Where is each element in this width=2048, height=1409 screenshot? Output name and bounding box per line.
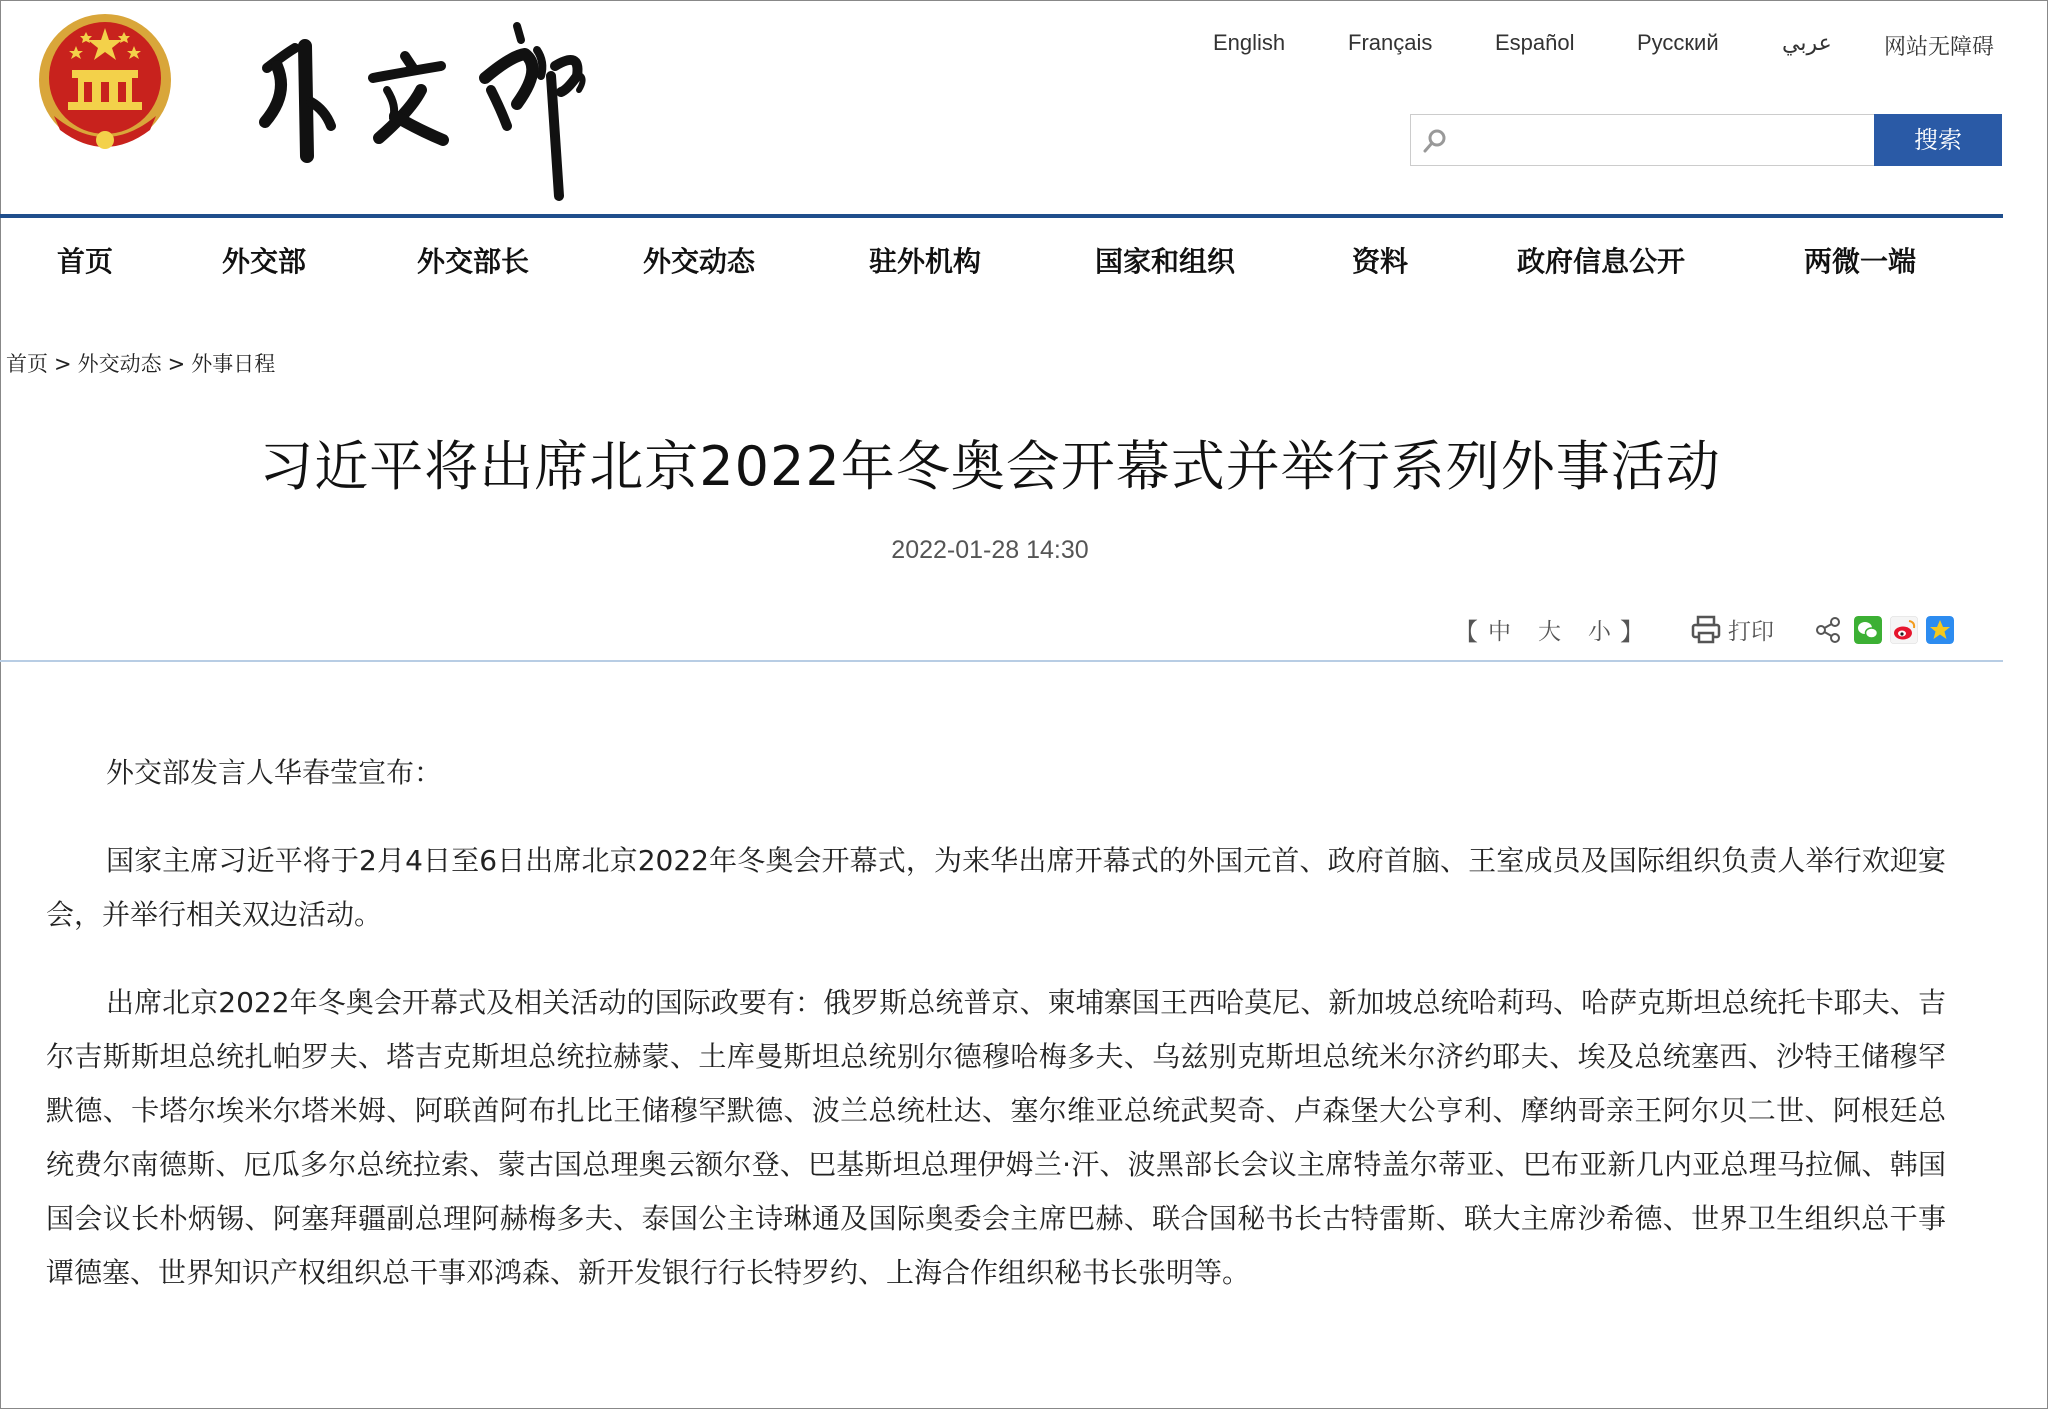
search-box — [1410, 114, 1874, 166]
calligraphy-logo[interactable] — [255, 6, 635, 206]
breadcrumb-diplomatic-news[interactable]: 外交动态 — [77, 352, 162, 376]
article-title: 习近平将出席北京2022年冬奥会开幕式并举行系列外事活动 — [259, 435, 1721, 498]
article-body — [46, 746, 1946, 1334]
font-size-large[interactable]: 大 — [1538, 619, 1561, 645]
nav-item-government-information[interactable]: 政府信息公开 — [1517, 245, 1686, 278]
weibo-icon[interactable] — [1890, 616, 1918, 644]
search-input[interactable] — [1459, 121, 1859, 159]
breadcrumb-separator: > — [167, 352, 186, 376]
qzone-icon[interactable] — [1926, 616, 1954, 644]
breadcrumb-separator: > — [54, 352, 72, 376]
article-paragraph: 外交部发言人华春莹宣布： — [106, 756, 443, 789]
language-bar — [1180, 30, 2030, 70]
wechat-icon[interactable] — [1854, 616, 1882, 644]
breadcrumb-foreign-affairs-schedule[interactable]: 外事日程 — [191, 352, 276, 376]
font-size-bracket-close: 】 — [1620, 618, 1644, 646]
nav-item-social-media[interactable]: 两微一端 — [1804, 245, 1917, 278]
breadcrumb-home[interactable]: 首页 — [6, 352, 48, 376]
language-link-arabic[interactable]: عربي — [1782, 30, 1832, 55]
nav-item-diplomatic-news[interactable]: 外交动态 — [643, 245, 756, 278]
language-link-french[interactable]: Français — [1348, 30, 1433, 55]
article-paragraph: 出席北京2022年冬奥会开幕式及相关活动的国际政要有：俄罗斯总统普京、柬埔寨国王西哈莫尼、新加坡总统哈莉玛、哈萨克斯坦总统托卡耶夫、吉尔吉斯斯坦总统扎帕罗夫、塔吉克斯坦总统拉赫蒙、土库曼斯坦总统别尔德穆哈梅多夫、乌兹别克斯坦总统米尔济约耶夫、埃及总统塞西、沙特王储穆罕默德、卡塔尔埃米尔塔米姆、阿联酋阿布扎比王储穆罕默德、波兰总统杜达、塞尔维亚总统武契奇、卢森堡大公亨利、摩纳哥亲王阿尔贝二世、阿根廷总统费尔南德斯、厄瓜多尔总统拉索、蒙古国总理奥云额尔登、巴基斯坦总理伊姆兰·汗、波黑部长会议主席特盖尔蒂亚、巴布亚新几内亚总理马拉佩、韩国国会议长朴炳锡、阿塞拜疆副总理阿赫梅多夫、泰国公主诗琳通及国际奥委会主席巴赫、联合国秘书长古特雷斯、联大主席沙希德、世界卫生组织总干事谭德塞、世界知识产权组织总干事邓鸿森、新开发银行行长特罗约、上海合作组织秘书长张明等。 — [46, 986, 1946, 1289]
accessibility-link[interactable]: 网站无障碍 — [1884, 34, 1995, 59]
language-link-spanish[interactable]: Español — [1495, 30, 1575, 55]
search-button[interactable]: 搜索 — [1874, 114, 2002, 166]
breadcrumb — [6, 348, 275, 378]
main-nav — [0, 240, 2003, 284]
print-button[interactable]: 打印 — [1728, 619, 1774, 645]
nav-item-ministry[interactable]: 外交部 — [222, 245, 307, 278]
national-emblem-logo[interactable] — [34, 8, 176, 156]
nav-item-countries-organizations[interactable]: 国家和组织 — [1095, 245, 1236, 278]
share-icon[interactable] — [1814, 616, 1842, 644]
article-paragraph: 国家主席习近平将于2月4日至6日出席北京2022年冬奥会开幕式，为来华出席开幕式的外国元首、政府首脑、王室成员及国际组织负责人举行欢迎宴会，并举行相关双边活动。 — [46, 844, 1946, 931]
article-tools — [1454, 612, 2014, 648]
nav-item-minister[interactable]: 外交部长 — [417, 245, 530, 278]
print-icon[interactable] — [1690, 615, 1722, 645]
font-size-medium[interactable]: 中 — [1488, 619, 1511, 645]
nav-item-home[interactable]: 首页 — [57, 245, 114, 278]
search-icon — [1421, 127, 1449, 155]
language-link-english[interactable]: English — [1213, 30, 1286, 55]
article-date: 2022-01-28 14:30 — [891, 536, 1089, 564]
nav-item-missions-overseas[interactable]: 驻外机构 — [869, 245, 982, 278]
nav-item-resources[interactable]: 资料 — [1352, 245, 1409, 278]
nav-divider — [0, 214, 2003, 218]
font-size-small[interactable]: 小 — [1588, 619, 1611, 645]
language-link-russian[interactable]: Русский — [1637, 30, 1719, 55]
content-divider — [0, 660, 2003, 662]
font-size-bracket-open: 【 — [1454, 618, 1478, 646]
